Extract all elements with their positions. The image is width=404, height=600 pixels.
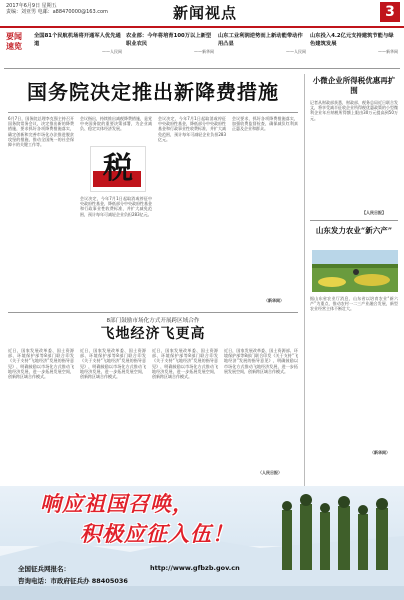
quick-news-title: 全国81个民航机场将开通军人优先通道 [34,33,121,47]
quick-news-item[interactable] [126,32,214,56]
farm-field-illustration [312,250,398,292]
article-column: 近日，国家发展改革委、国土资源部、环境保护部等8部门联合印发《关于支持“飞地经济”发展的指导意见》，明确鼓励以市场化方式推动飞地经济发展，进一步拓展发展空间，创新跨区域合作模式。 [8,348,74,380]
article-column: 会议要求，抓好各项降费措施落实，加强收费监督检查，确保减负红利真正惠及企业和群众。 [232,116,298,132]
divider [310,220,398,221]
quick-news-source: ——人民网 [102,49,122,54]
column-divider [304,74,305,534]
quick-news-title: 山东工业利润逆势而上新动能带动作用凸显 [218,33,303,47]
article-column: 会议指出，持续推出减税降费措施，是党中央国务院的重要决策部署，为企业减负、稳定实体经济发展。 [80,116,152,132]
hotline [18,576,128,585]
quick-news-title: 山东投入4.2亿元支持建筑节能与绿色建筑发展 [310,33,394,47]
signup-url-link[interactable]: http://www.gfbzb.gov.cn [150,564,240,572]
banner-slogan-1: 响应祖国召唤， [40,492,194,516]
article-source: （人民日报） [258,470,282,475]
issue-meta [6,3,166,15]
article-column: 近日，国家发展改革委、国土资源部、环境保护部等8部门联合印发《关于支持“飞地经济”发展的指导意见》，明确鼓励以市场化方式推动飞地经济发展，进一步拓展发展空间，创新跨区域合作模式。 [152,348,218,380]
article-subtitle: 8部门鼓励市场化方式开展跨区域合作 [106,318,200,324]
quick-news-title: 农业部：今年将培育100万以上新型职业农民 [126,33,212,47]
quick-news-item[interactable] [310,32,398,56]
quick-news-strip [4,30,400,70]
banner-slogan-2: 积极应征入伍！ [80,522,234,546]
article-source: （新华网） [264,298,284,303]
recruitment-banner[interactable] [0,486,404,600]
quick-news-source: ——新华网 [194,49,214,54]
article-column: 会议决定，今年7月1日起取消或停征中央政府性基金，降低部分中央政府性基金和行政事业性收费标准，并扩大减免范围，预计每年可减轻企业负担283亿元。 [80,196,152,217]
article-headline: 飞地经济飞更高 [100,326,206,342]
divider [8,112,298,113]
signup-label: 全国征兵网报名： [18,565,70,573]
issue-date: 2017年6月9日 星期五 [6,3,57,9]
masthead [0,0,404,28]
article-column: 近日，国家发展改革委、国土资源部、环境保护部等8部门联合印发《关于支持“飞地经济”发展的指导意见》，明确鼓励以市场化方式推动飞地经济发展，进一步拓展发展空间，创新跨区域合作模式。 [224,348,298,374]
sidebar-source: 【人民日报】 [362,210,386,215]
tax-graphic [90,146,146,192]
tax-character: 税 [103,151,133,186]
page-number: 3 [380,2,400,22]
editor-line: 责编：刘亚男 电邮：a88470000@163.com [6,9,108,15]
quick-news-label: 要闻速览 [6,32,22,51]
sidebar-body-2: 据山东省农业厅消息，山东省以培育农业“新六产”为重点，推动农村一二三产业融合发展，新型农业经营主体不断壮大。 [310,296,398,312]
divider [4,68,400,69]
sidebar-headline: 小微企业所得税优惠再扩围 [312,76,396,95]
sidebar-body: 记者从财政部获悉，财政部、税务总局近日联合发文，将享受减半征收企业所得税优惠政策的小型微利企业年应纳税所得额上限由30万元提高到50万元。 [310,100,398,121]
sidebar-source-2: （新华网） [370,450,390,455]
hotline-label: 咨询电话：市政府征兵办 [18,577,90,585]
quick-news-source: ——新华网 [378,49,398,54]
article-column: 近日，国家发展改革委、国土资源部、环境保护部等8部门联合印发《关于支持“飞地经济”发展的指导意见》，明确鼓励以市场化方式推动飞地经济发展，进一步拓展发展空间，创新跨区域合作模式。 [80,348,146,380]
quick-news-item[interactable] [218,32,306,56]
hotline-number: 88405036 [91,577,128,585]
main-headline: 国务院决定推出新降费措施 [27,80,279,104]
article-column: 6月7日，国务院总理李克强主持召开国务院常务会议，决定推出新的降费措施，要求抓好各项降费措施落实，确定创新和完善市场化办法推进脱贫攻坚的措施，推动全国统一的社会保障卡的关键工作等。 [8,116,74,148]
sidebar-headline-2: 山东发力农业“新六产” [315,226,393,235]
section-title: 新闻视点 [172,4,237,22]
quick-news-item[interactable] [34,32,122,56]
farm-field-photo [312,250,398,292]
article-column: 会议决定，今年7月1日起取消或停征中央政府性基金，降低部分中央政府性基金和行政事业性收费标准，并扩大减免范围，预计每年可减轻企业负担283亿元。 [158,116,226,142]
quick-news-source: ——人民网 [286,49,306,54]
divider [8,312,298,313]
